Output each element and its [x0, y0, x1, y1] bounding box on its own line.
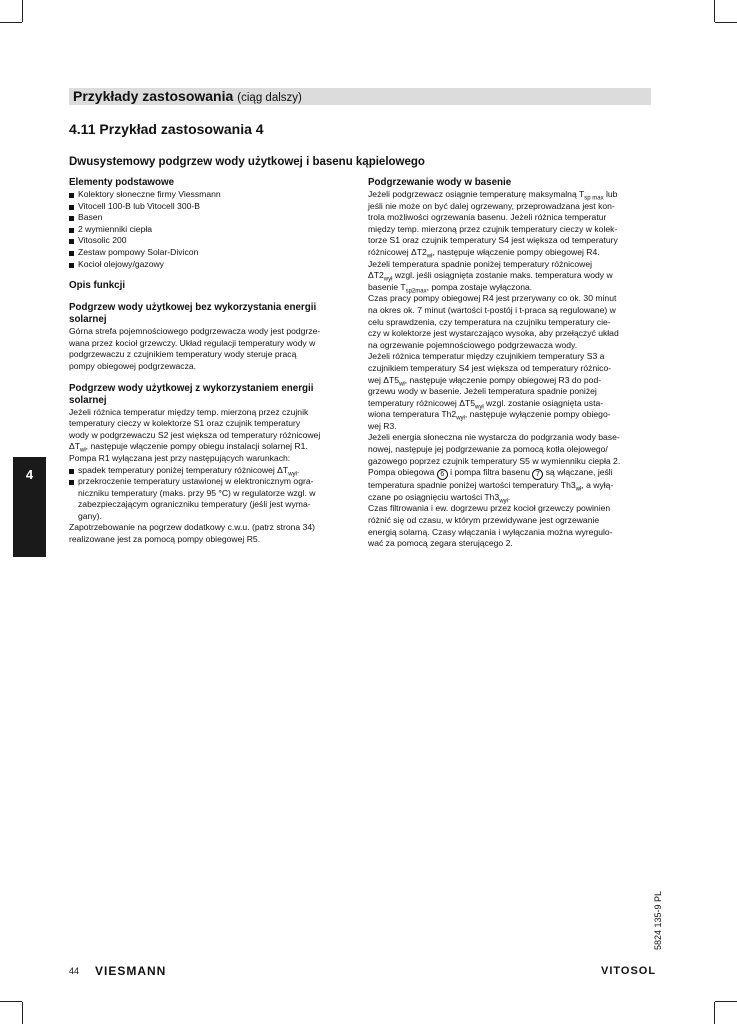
subscript: wył — [288, 471, 297, 478]
text-line: Górna strefa pojemnościowego podgrzewacza wody jest podgrze- — [69, 326, 321, 337]
text-line: celu sprawdzenia, czy temperatura na czujniku temperatury cie- — [368, 316, 611, 327]
no-solar-paragraph — [69, 326, 355, 372]
solar-paragraph — [69, 407, 355, 465]
text-line — [368, 480, 652, 492]
text-line — [368, 409, 652, 421]
elements-list — [69, 189, 355, 270]
solar-heading — [69, 383, 355, 407]
text-fragment: i pompa filtra basenu — [447, 467, 533, 478]
right-column — [368, 177, 652, 550]
text-fragment: , pompa zostaje wyłączona. — [426, 281, 533, 292]
circled-number: 6 — [437, 469, 448, 480]
text-line — [368, 189, 652, 201]
crop-mark — [715, 1001, 737, 1002]
text-fragment: Pompa obiegowa — [368, 467, 437, 478]
text-fragment: wej ΔT5 — [368, 374, 400, 385]
list-item: Kolektory słoneczne firmy Viessmann — [69, 189, 355, 201]
text-fragment: , następuje włączenie pompy obiegowej R3 do pod- — [404, 374, 602, 385]
heading-line: Podgrzew wody użytkowej bez wykorzystania energii — [69, 302, 317, 314]
text-line — [368, 398, 652, 410]
text-line: podgrzewaczu z czujnikiem temperatury wody steruje pracą — [69, 349, 297, 360]
text-line: trola możliwości ogrzewania basenu. Jeżeli różnica temperatur — [368, 212, 607, 223]
text-fragment: , a wyłą- — [581, 480, 614, 491]
left-column — [69, 177, 355, 546]
text-line: czujnikiem temperatury S4 jest większa od temperatury różnico- — [368, 362, 612, 373]
crop-mark — [0, 22, 22, 23]
chapter-tab — [13, 457, 46, 557]
text-fragment: basenie T — [368, 281, 406, 292]
subscript: wył — [383, 276, 393, 283]
list-item — [69, 465, 355, 477]
text-fragment: ΔT2 — [368, 270, 384, 281]
text-line: czy w kolektorze jest wystarczająco wysoka, aby przełączyć układ — [368, 328, 619, 339]
page-number: 44 — [69, 966, 80, 976]
list-item: Vitosolic 200 — [69, 235, 355, 247]
no-solar-heading — [69, 302, 355, 326]
text-fragment: ΔT — [69, 441, 80, 452]
subscript: sp max — [584, 195, 604, 202]
list-item: Zestaw pompowy Solar-Divicon — [69, 247, 355, 259]
function-heading: Opis funkcji — [69, 280, 126, 292]
text-line — [368, 375, 652, 387]
crop-mark — [714, 1002, 715, 1024]
crop-mark — [22, 0, 23, 22]
brand-logo: VIESMANN — [95, 964, 167, 978]
subscript: wył — [475, 404, 484, 411]
text-line — [368, 492, 652, 504]
heading-line: Podgrzew wody użytkowej z wykorzystaniem energii — [69, 382, 314, 394]
text-line: energią solarną. Czasy włączania i wyłączania można wyregulo- — [368, 526, 613, 537]
text-fragment: , następuje włączenie pompy obiegowej R4. — [432, 246, 600, 257]
subscript: wł — [80, 448, 86, 455]
text-fragment: . — [296, 464, 300, 475]
pool-heading: Podgrzewanie wody w basenie — [368, 177, 512, 188]
section-heading: 4.11 Przykład zastosowania 4 — [69, 121, 264, 137]
text-line: wej R3. — [368, 420, 397, 431]
text-fragment: lub — [603, 189, 618, 199]
text-line: Jeżeli temperatura spadnie poniżej temperatury różnicowej — [368, 258, 593, 269]
text-line: niczniku temperatury (maks. przy 95 °C) w regulatorze wzgl. w — [78, 487, 316, 498]
product-logo: VITOSOL — [601, 965, 657, 977]
text-fragment: różnicowej ΔT2 — [368, 246, 427, 257]
text-line: Zapotrzebowanie na pogrzew dodatkowy c.w.u. (patrz strona 34) — [69, 522, 316, 533]
subscript: wł — [426, 253, 433, 260]
text-line: wać za pomocą zegara sterującego 2. — [368, 538, 513, 549]
text-line: Pompa R1 wyłączana jest przy następujących warunkach: — [69, 452, 291, 463]
text-line — [368, 247, 652, 259]
text-line: pompy obiegowej podgrzewacza. — [69, 360, 197, 371]
chapter-title-text: Przykłady zastosowania — [73, 88, 234, 104]
text-line: przekroczenie temperatury ustawionej w elektronicznym ogra- — [78, 476, 314, 487]
pool-paragraph — [368, 189, 652, 550]
heading-line: solarnej — [69, 314, 107, 326]
subscript: wł — [575, 486, 582, 493]
text-line: na okres ok. 7 minut (wartości t-postój i t-praca są regulowane) w — [368, 304, 616, 315]
text-fragment: Jeżeli podgrzewacz osiągnie temperaturę maksymalną T — [368, 189, 585, 199]
text-line: nowej, następuje jej podgrzewanie za pomocą kotła olejowego/ — [368, 444, 608, 455]
crop-mark — [715, 22, 737, 23]
list-item: Kocioł olejowy/gazowy — [69, 259, 355, 271]
text-line: gazowego poprzez czujnik temperatury S5 w wymienniku ciepła 2. — [368, 455, 621, 466]
text-line: Czas pracy pompy obiegowej R4 jest przerywany co ok. 30 minut — [368, 293, 617, 304]
circled-number: 7 — [532, 469, 543, 480]
text-line: między temp. mierzoną przez czujnik temperatury cieczy w kolek- — [368, 223, 618, 234]
text-fragment: wiona temperatura Th2 — [368, 409, 457, 420]
list-item: Vitocell 100-B lub Vitocell 300-B — [69, 201, 355, 213]
conditions-list — [69, 465, 355, 523]
subscript: wył — [456, 416, 465, 422]
text-fragment: są włączane, jeśli — [543, 467, 613, 478]
text-line: Jeżeli energia słoneczna nie wystarcza do podgrzania wody base- — [368, 432, 620, 443]
list-item: Basen — [69, 212, 355, 224]
text-line: realizowane jest za pomocą pompy obiegowej R5. — [69, 534, 261, 545]
chapter-tab-number: 4 — [25, 467, 34, 482]
text-line: wana przez kocioł grzewczy. Układ regulacji temperatury wody w — [69, 337, 316, 348]
text-fragment: temperatura spadnie poniżej wartości temperatury Th3 — [368, 480, 576, 491]
text-fragment: temperatury różnicowej ΔT5 — [368, 397, 475, 408]
text-line: wody w podgrzewaczu S2 jest większa od temperatury różnicowej — [69, 429, 321, 440]
text-line — [368, 270, 652, 282]
text-line: Czas filtrowania i ew. dogrzewu przez kocioł grzewczy powinien — [368, 503, 611, 514]
crop-mark — [714, 0, 715, 22]
text-fragment: czane po osiągnięciu wartości Th3 — [368, 491, 500, 502]
text-fragment: , następuje włączenie pompy obiegu instalacji solarnej R1. — [85, 441, 308, 452]
text-line: Jeżeli różnica temperatur między temp. mierzoną przez czujnik — [69, 406, 309, 417]
additional-heating-paragraph — [69, 522, 355, 545]
elements-heading: Elementy podstawowe — [69, 177, 175, 188]
text-line — [368, 282, 652, 294]
crop-mark — [0, 1001, 22, 1002]
text-line — [69, 441, 355, 453]
text-line: Jeżeli różnica temperatur między czujnikiem temperatury S3 a — [368, 351, 605, 362]
chapter-title — [73, 88, 302, 107]
text-fragment: wzgl. jeśli osiągnięta zostanie maks. temperatura wody w — [392, 270, 613, 281]
text-fragment: spadek temperatury poniżej temperatury różnicowej ΔT — [78, 464, 289, 475]
text-line: torze S1 oraz czujnik temperatury S4 jest większa od temperatury — [368, 235, 618, 246]
text-fragment: . — [507, 491, 511, 502]
text-line: zabezpieczającym ograniczniku temperatury (jeśli jest wyma- — [78, 499, 311, 510]
text-line: różnić się od czasu, w którym przewidywane jest ogrzewanie — [368, 515, 600, 526]
text-line: grzewu wody w basenie. Jeżeli temperatura spadnie poniżej — [368, 386, 597, 397]
text-line: temperatury cieczy w kolektorze S1 oraz czujnik temperatury — [69, 418, 301, 429]
subscript: wył — [499, 498, 508, 505]
section-subtitle: Dwusystemowy podgrzew wody użytkowej i basenu kąpielowego — [69, 156, 425, 168]
list-item: 2 wymienniki ciepła — [69, 224, 355, 236]
heading-line: solarnej — [69, 394, 107, 406]
text-fragment: , następuje wyłączenie pompy obiego- — [464, 409, 611, 420]
subscript: wł — [399, 381, 405, 388]
text-fragment: wzgl. zostanie osiągnięta usta- — [483, 397, 604, 408]
text-line: na ogrzewanie pojemnościowego podgrzewacza wody. — [368, 339, 578, 350]
crop-mark — [22, 1002, 23, 1024]
subscript: sp2max — [405, 288, 427, 295]
text-line: gany). — [78, 510, 102, 521]
chapter-header-bar — [69, 88, 651, 105]
chapter-subtitle: (ciąg dalszy) — [237, 92, 302, 104]
document-number: 5824 135-9 PL — [653, 890, 663, 950]
text-line: jeśli nie może on być dalej ogrzewany, przeprowadzana jest kon- — [368, 200, 615, 211]
text-line — [368, 467, 652, 480]
list-item — [69, 476, 355, 522]
